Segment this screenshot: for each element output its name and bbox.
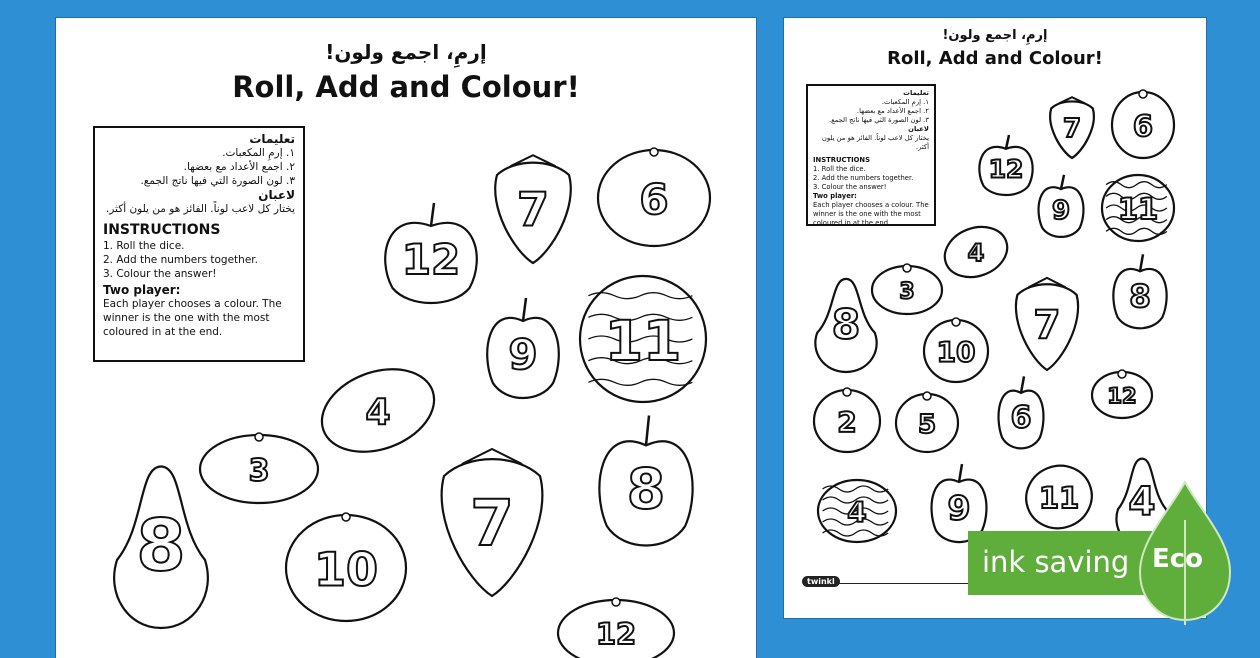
instruction-step-arabic: ١. إرمِ المكعبات. [881,98,929,106]
players-text-arabic: يختار كل لاعب لوناً. الفائز هو من يلون أكثر. [821,134,929,151]
players-heading: Two player: [103,283,181,297]
instruction-step: 3. Colour the answer! [103,268,217,280]
fruit-number: 4 [365,392,391,434]
fruit-number: 3 [248,453,270,489]
fruit-number: 7 [516,182,550,237]
fruit-number: 6 [639,175,669,224]
tomato-fruit[interactable] [814,388,880,452]
instruction-step: 2. Add the numbers together. [813,174,914,182]
watermelon-fruit[interactable] [1102,175,1174,241]
fruit-number: 11 [604,308,682,373]
instructions-heading-arabic: تعليمات [903,89,929,97]
tomato-fruit[interactable] [872,264,942,314]
apple-fruit[interactable] [385,203,477,303]
instruction-step-arabic: ٢. اجمع الأعداد مع بعضها. [183,161,295,173]
strawberry-fruit[interactable] [495,155,571,263]
fruit-number: 8 [136,504,186,588]
plum-fruit[interactable] [487,298,559,398]
orange-fruit[interactable] [286,513,406,621]
fruit-number: 8 [1129,278,1151,315]
title-english: Roll, Add and Colour! [232,70,580,104]
fruit-number: 8 [831,300,861,349]
lemon-fruit[interactable] [1017,457,1100,538]
eco-badge [1130,480,1240,634]
tomato-fruit[interactable] [1092,370,1152,418]
fruit-number: 6 [1010,400,1032,436]
tomato-fruit[interactable] [200,433,318,503]
pear-fruit[interactable] [815,279,876,372]
players-heading: Two player: [813,192,857,200]
orange-fruit[interactable] [924,318,988,382]
instructions-heading: INSTRUCTIONS [103,222,221,238]
instructions-heading: INSTRUCTIONS [813,156,871,164]
fruit-number: 5 [917,409,937,440]
instruction-step: 2. Add the numbers together. [103,254,258,266]
worksheet-preview-large [56,18,756,658]
lemon-fruit[interactable] [938,219,1015,286]
fruit-number: 3 [899,279,915,305]
title-english: Roll, Add and Colour! [887,48,1103,69]
fruit-number: 12 [401,235,461,284]
fruit-number: 7 [1062,113,1082,144]
players-text: Each player chooses a colour. The winner is the one with the most coloured in at the end. [103,298,282,338]
players-text-arabic: يختار كل لاعب لوناً. الفائز هو من يلون أكثر. [105,203,295,215]
fruit-number: 4 [967,238,985,267]
pear-fruit[interactable] [114,467,208,629]
ink-saving-label: ink saving [982,545,1130,579]
title-arabic: إرمِ، اجمع ولون! [942,28,1048,43]
instructions-heading-arabic: تعليمات [249,132,295,146]
instruction-step: 1. Roll the dice. [103,240,185,252]
instruction-step-arabic: ٢. اجمع الأعداد مع بعضها. [856,107,929,115]
instruction-step-arabic: ٣. لون الصورة التي فيها ناتج الجمع. [828,116,929,124]
fruit-number: 7 [1033,303,1061,349]
fruit-number: 4 [847,495,867,529]
strawberry-fruit[interactable] [1050,97,1094,158]
fruit-illustrations [56,18,756,658]
instruction-step-arabic: ١. إرمِ المكعبات. [222,147,295,159]
fruit-number: 4 [1128,479,1156,525]
fruit-number: 2 [837,405,857,439]
strawberry-fruit[interactable] [442,449,543,596]
fruit-number: 12 [1107,384,1137,408]
twinkl-logo: twinkl [802,576,840,587]
fruit-number: 12 [988,154,1024,184]
fruit-number: 8 [626,456,666,521]
apple-fruit[interactable] [979,135,1032,195]
fruit-number: 9 [1051,195,1071,226]
watermelon-fruit[interactable] [580,276,706,402]
tomato-fruit[interactable] [558,598,674,658]
orange-fruit[interactable] [896,392,958,452]
apple-fruit[interactable] [1113,254,1166,328]
fruit-number: 7 [470,487,514,560]
fruit-number: 10 [313,542,379,597]
instruction-step: 3. Colour the answer! [813,183,887,191]
fruit-number: 12 [595,617,637,652]
plum-fruit[interactable] [1039,175,1084,237]
players-text: Each player chooses a colour. The winner is the one with the most coloured in at the end. [813,201,929,227]
players-heading-arabic: لاعبان [908,125,929,133]
fruit-number: 9 [508,330,538,379]
players-heading-arabic: لاعبان [258,188,295,202]
fruit-number: 11 [1117,192,1159,227]
orange-fruit[interactable] [1112,90,1174,158]
lemon-fruit[interactable] [310,354,445,466]
fruit-number: 6 [1132,109,1154,144]
fruit-number: 11 [1038,481,1080,516]
title-arabic: إرمِ، اجمع ولون! [325,40,487,64]
watermelon-fruit[interactable] [818,480,896,542]
apple-fruit[interactable] [599,416,692,546]
fruit-number: 9 [947,488,971,528]
instruction-step: 1. Roll the dice. [813,165,866,173]
instruction-step-arabic: ٣. لون الصورة التي فيها ناتج الجمع. [140,175,295,187]
strawberry-fruit[interactable] [1016,278,1078,370]
orange-fruit[interactable] [598,148,710,246]
fruit-number: 10 [936,335,976,369]
plum-fruit[interactable] [999,376,1044,448]
eco-label: Eco [1152,544,1204,574]
